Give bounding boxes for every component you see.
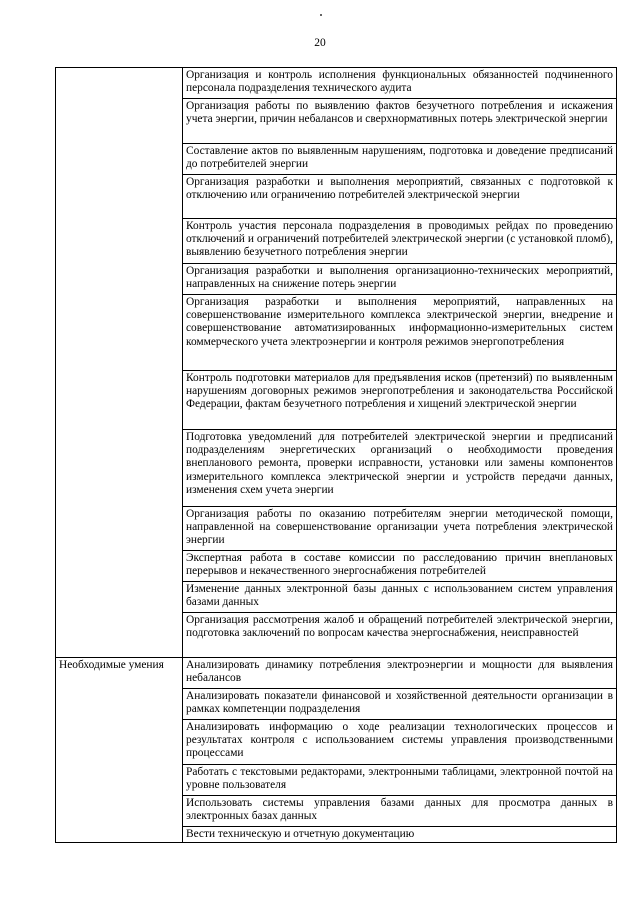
qualification-table <box>55 67 617 843</box>
labor-action-item: Изменение данных электронной базы данных с использованием систем управления базами данных <box>183 582 617 613</box>
labor-action-item: Организация разработки и выполнения организационно-технических мероприятий, направленных на снижение потерь энергии <box>183 264 617 295</box>
section-label-empty <box>56 68 183 658</box>
labor-action-item: Организация и контроль исполнения функциональных обязанностей подчиненного персонала подразделения технического аудита <box>183 68 617 99</box>
labor-action-item: Подготовка уведомлений для потребителей электрической энергии и предписаний подразделениям энергетических организаций о необходимости проведения внепланового ремонта, проверки исправности, установки или замены компонентов измерительного комплекса электрической энергии и устройств передачи данных, изменения схем учета энергии <box>183 430 617 507</box>
labor-action-item: Организация разработки и выполнения мероприятий, связанных с подготовкой к отключению или ограничению потребителей электрической энергии <box>183 175 617 219</box>
skill-item: Анализировать информацию о ходе реализации технологических процессов и результатах контроля с использованием системы управления производственными процессами <box>183 720 617 765</box>
labor-action-item: Экспертная работа в составе комиссии по расследованию причин внеплановых перерывов и некачественного энергоснабжения потребителей <box>183 551 617 582</box>
labor-action-item: Организация работы по оказанию потребителям энергии методической помощи, направленной на совершенствование организации учета потребления электрической энергии <box>183 507 617 551</box>
table-row <box>56 658 617 689</box>
skill-item: Вести техническую и отчетную документацию <box>183 827 617 843</box>
labor-action-item: Организация разработки и выполнения мероприятий, направленных на совершенствование измерительного комплекса электрической энергии, внедрение и совершенствование автоматизированных информационно-измерительных систем коммерческого учета электроэнергии и контроля режимов энергопотребления <box>183 295 617 371</box>
skill-item: Анализировать динамику потребления электроэнергии и мощности для выявления небалансов <box>183 658 617 689</box>
skill-item: Использовать системы управления базами данных для просмотра данных в электронных базах данных <box>183 796 617 827</box>
labor-action-item: Организация работы по выявлению фактов безучетного потребления и искажения учета энергии, причин небалансов и сверхнормативных потерь электрической энергии <box>183 99 617 144</box>
labor-action-item: Контроль подготовки материалов для предъявления исков (претензий) по выявленным нарушениям договорных режимов энергопотребления и законодательства Российской Федерации, фактам безучетного потребления и хищений электрической энергии <box>183 371 617 430</box>
skill-item: Работать с текстовыми редакторами, электронными таблицами, электронной почтой на уровне пользователя <box>183 765 617 796</box>
table-row <box>56 68 617 99</box>
page-number: 20 <box>314 37 326 49</box>
labor-action-item: Составление актов по выявленным нарушениям, подготовка и доведение предписаний до потребителей энергии <box>183 144 617 175</box>
section-label-skills: Необходимые умения <box>56 658 183 843</box>
labor-action-item: Организация рассмотрения жалоб и обращений потребителей электрической энергии, подготовка заключений по вопросам качества энергоснабжения, неисправностей <box>183 613 617 658</box>
scan-speck <box>320 14 322 16</box>
labor-action-item: Контроль участия персонала подразделения в проводимых рейдах по проведению отключений и ограничений потребителей электрической энергии (с установкой пломб), выявлению безучетного потребления энергии <box>183 219 617 264</box>
skill-item: Анализировать показатели финансовой и хозяйственной деятельности организации в рамках компетенции подразделения <box>183 689 617 720</box>
